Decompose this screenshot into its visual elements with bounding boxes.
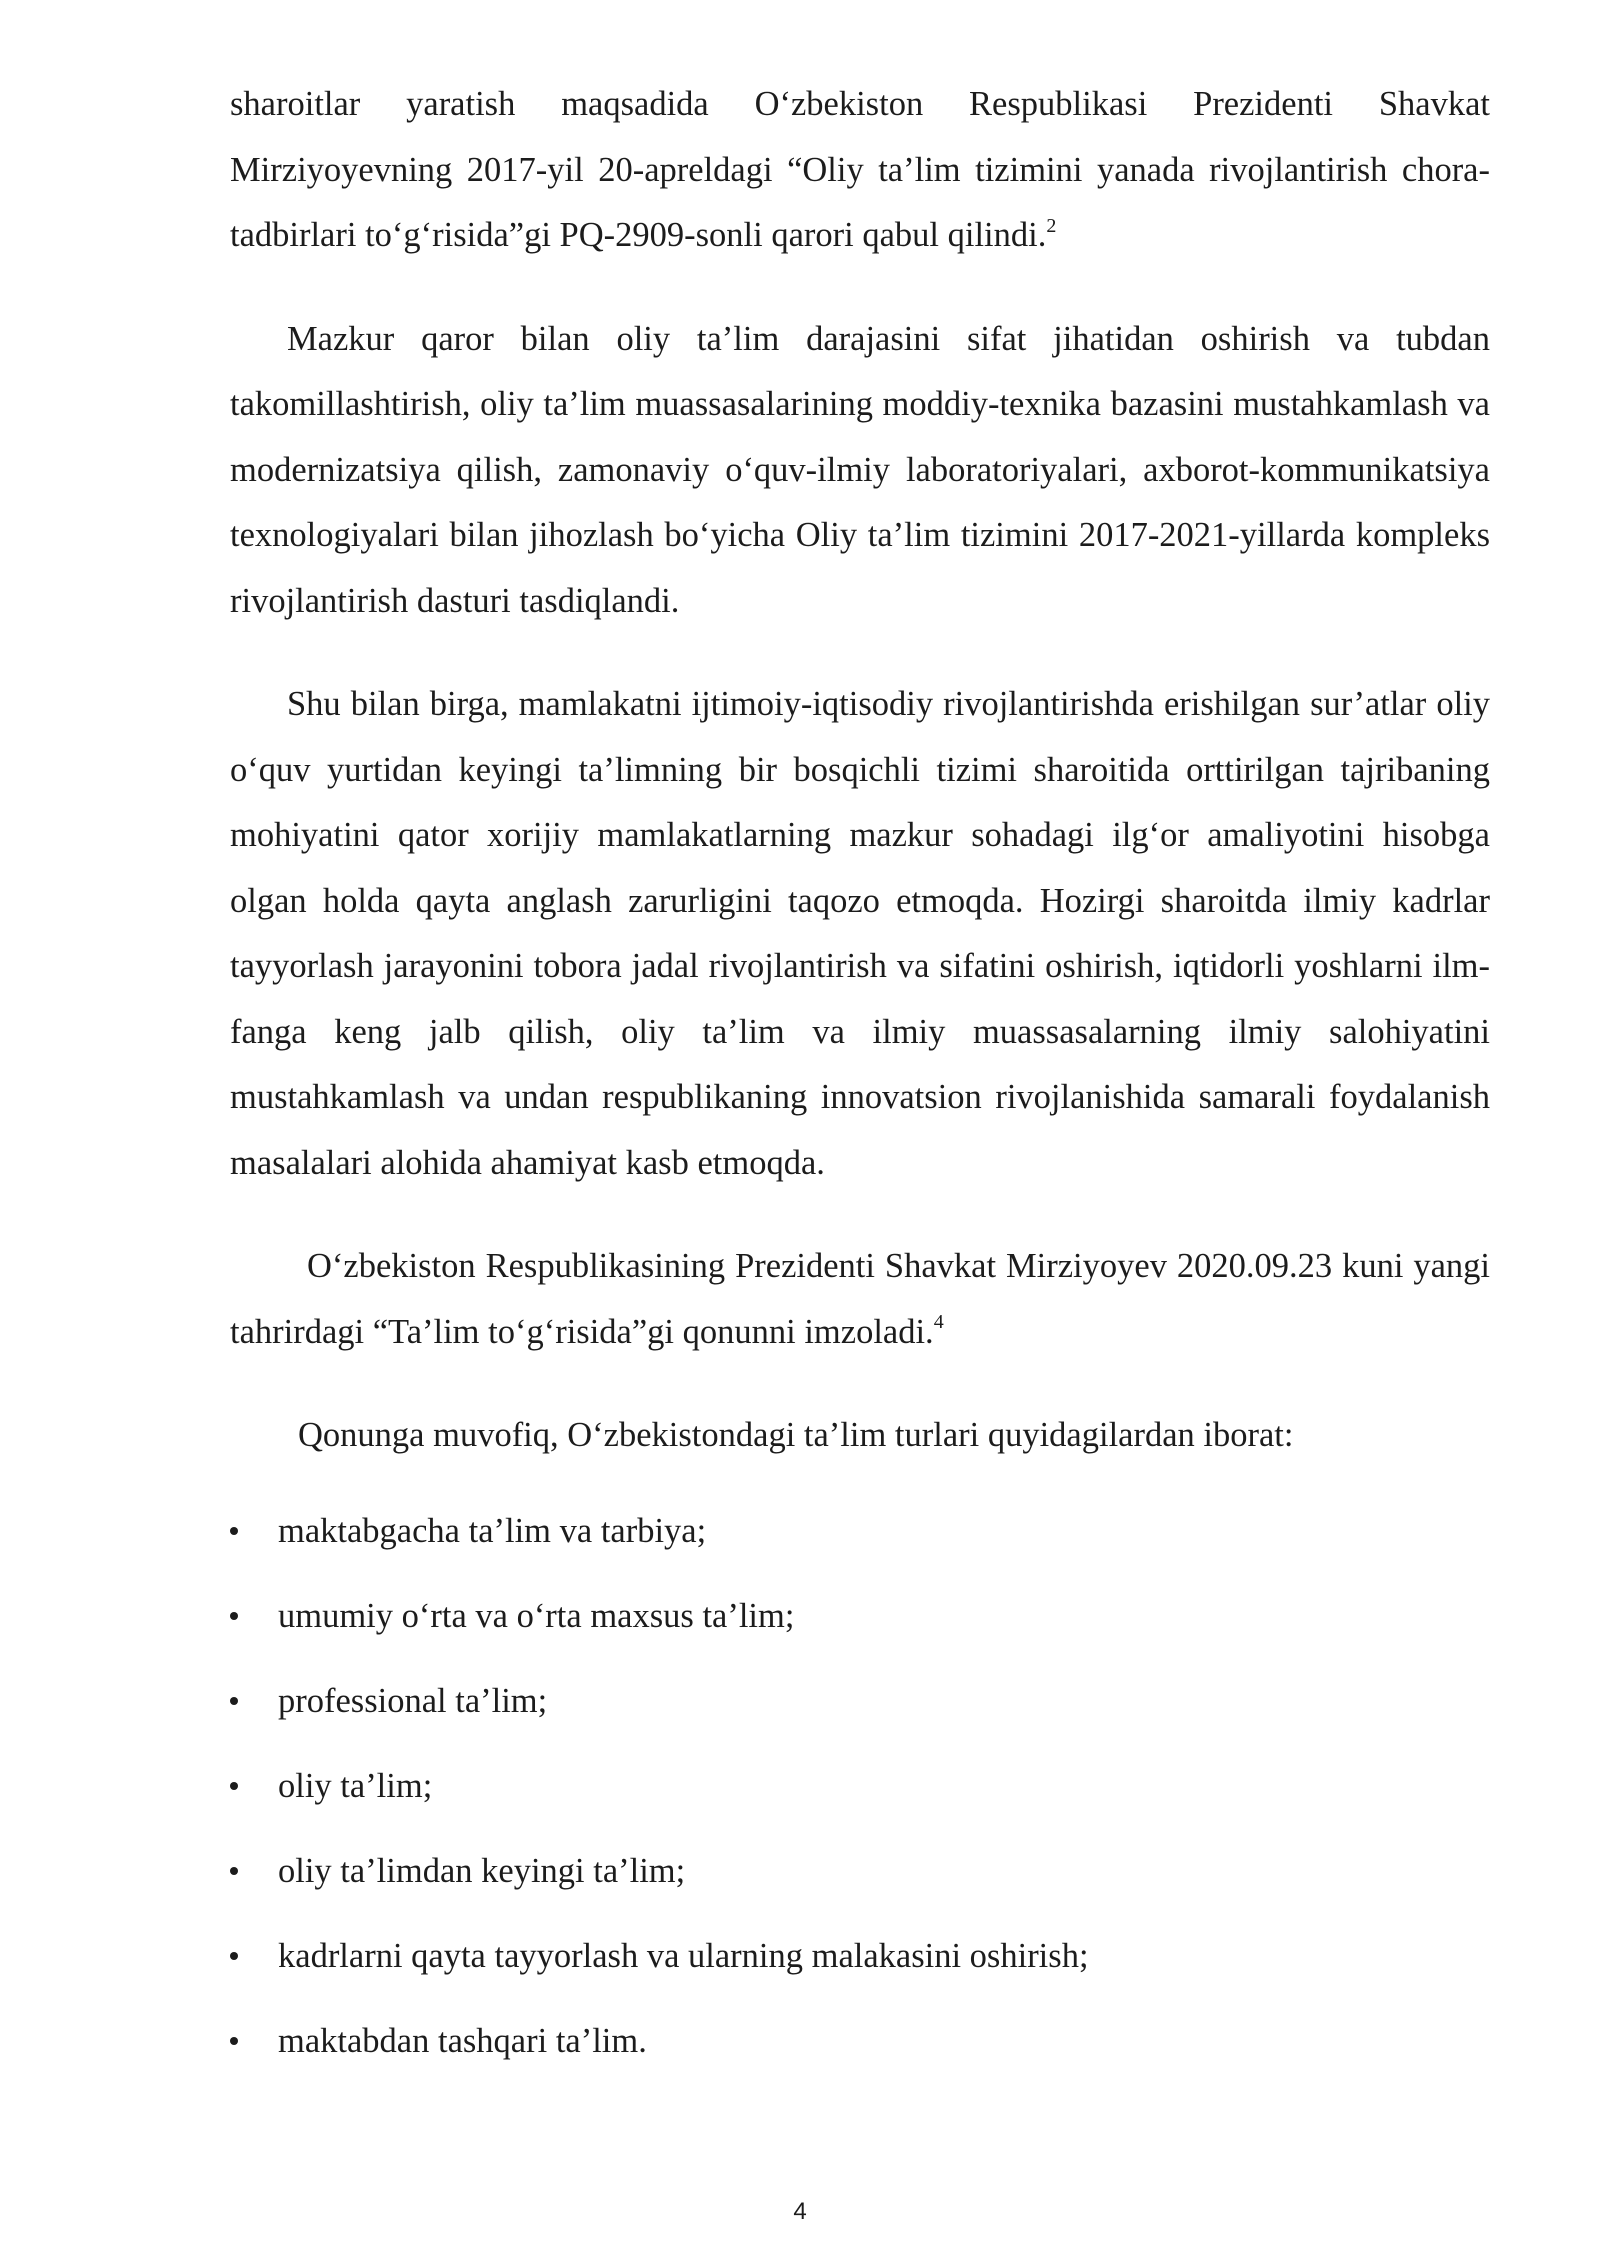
bullet-icon <box>230 1867 238 1875</box>
list-item <box>230 1762 1490 1810</box>
list-item <box>230 1677 1490 1725</box>
list-item <box>230 1932 1490 1980</box>
list-item <box>230 2017 1490 2065</box>
footnote-reference: 4 <box>933 1311 944 1333</box>
list-item <box>230 1847 1490 1895</box>
education-types-list <box>230 1507 1490 2065</box>
bullet-icon <box>230 1782 238 1790</box>
list-item-text: kadrlarni qayta tayyorlash va ularning malakasini oshirish; <box>278 1936 1089 1975</box>
footnote-reference: 2 <box>1046 214 1057 237</box>
paragraph-education-law <box>230 1234 1490 1365</box>
paragraph-scientific-staff: Shu bilan birga, mamlakatni ijtimoiy-iqtisodiy rivojlantirishda erishilgan sur’atlar oliy o‘quv yurtidan keyingi ta’limning bir bosqichli tizimi sharoitida orttirilgan tajribaning mohiyatini qator xorijiy mamlakatlarning mazkur sohadagi ilg‘or amaliyotini hisobga olgan holda qayta anglash zarurligini taqozo etmoqda. Hozirgi sharoitda ilmiy kadrlar tayyorlash jarayonini tobora jadal rivojlantirish va sifatini oshirish, iqtidorli yoshlarni ilm-fanga keng jalb qilish, oliy ta’lim va ilmiy muassasalarning ilmiy salohiyatini mustahkamlash va undan respublikaning innovatsion rivojlanishida samarali foydalanish masalalari alohida ahamiyat kasb etmoqda. <box>230 685 1490 1182</box>
paragraph-text: O‘zbekiston Respublikasining Prezidenti Shavkat Mirziyoyev 2020.09.23 kuni yangi tahrirdagi “Ta’lim to‘g‘risida”gi qonunni imzoladi. <box>230 1247 1490 1351</box>
list-item-text: oliy ta’lim; <box>278 1766 433 1805</box>
paragraph-program-approval: Mazkur qaror bilan oliy ta’lim darajasini sifat jihatidan oshirish va tubdan takomillashtirish, oliy ta’lim muassasalarining moddiy-texnika bazasini mustahkamlash va modernizatsiya qilish, zamonaviy o‘quv-ilmiy laboratoriyalari, axborot-kommunikatsiya texnologiyalari bilan jihozlash bo‘yicha Oliy ta’lim tizimini 2017-2021-yillarda kompleks rivojlantirish dasturi tasdiqlandi. <box>230 319 1490 620</box>
bullet-icon <box>230 1952 238 1960</box>
list-item-text: professional ta’lim; <box>278 1681 548 1720</box>
bullet-icon <box>230 2037 238 2045</box>
list-item <box>230 1592 1490 1640</box>
document-page <box>230 72 1490 2102</box>
list-item-text: maktabdan tashqari ta’lim. <box>278 2021 647 2060</box>
list-item-text: maktabgacha ta’lim va tarbiya; <box>278 1511 707 1550</box>
paragraph-education-types-intro: Qonunga muvofiq, O‘zbekistondagi ta’lim turlari quyidagilardan iborat: <box>298 1416 1294 1454</box>
page-number: 4 <box>793 2198 807 2225</box>
list-item-text: umumiy o‘rta va o‘rta maxsus ta’lim; <box>278 1596 795 1635</box>
paragraph-decree-intro <box>230 72 1490 269</box>
bullet-icon <box>230 1527 238 1535</box>
paragraph-text: sharoitlar yaratish maqsadida O‘zbekiston Respublikasi Prezidenti Shavkat Mirziyoyevning 2017-yil 20-apreldagi “Oliy ta’lim tizimini yanada rivojlantirish chora-tadbirlari to‘g‘risida”gi PQ-2909-sonli qarori qabul qilindi. <box>230 85 1490 254</box>
list-item <box>230 1507 1490 1555</box>
list-item-text: oliy ta’limdan keyingi ta’lim; <box>278 1851 686 1890</box>
bullet-icon <box>230 1612 238 1620</box>
bullet-icon <box>230 1697 238 1705</box>
